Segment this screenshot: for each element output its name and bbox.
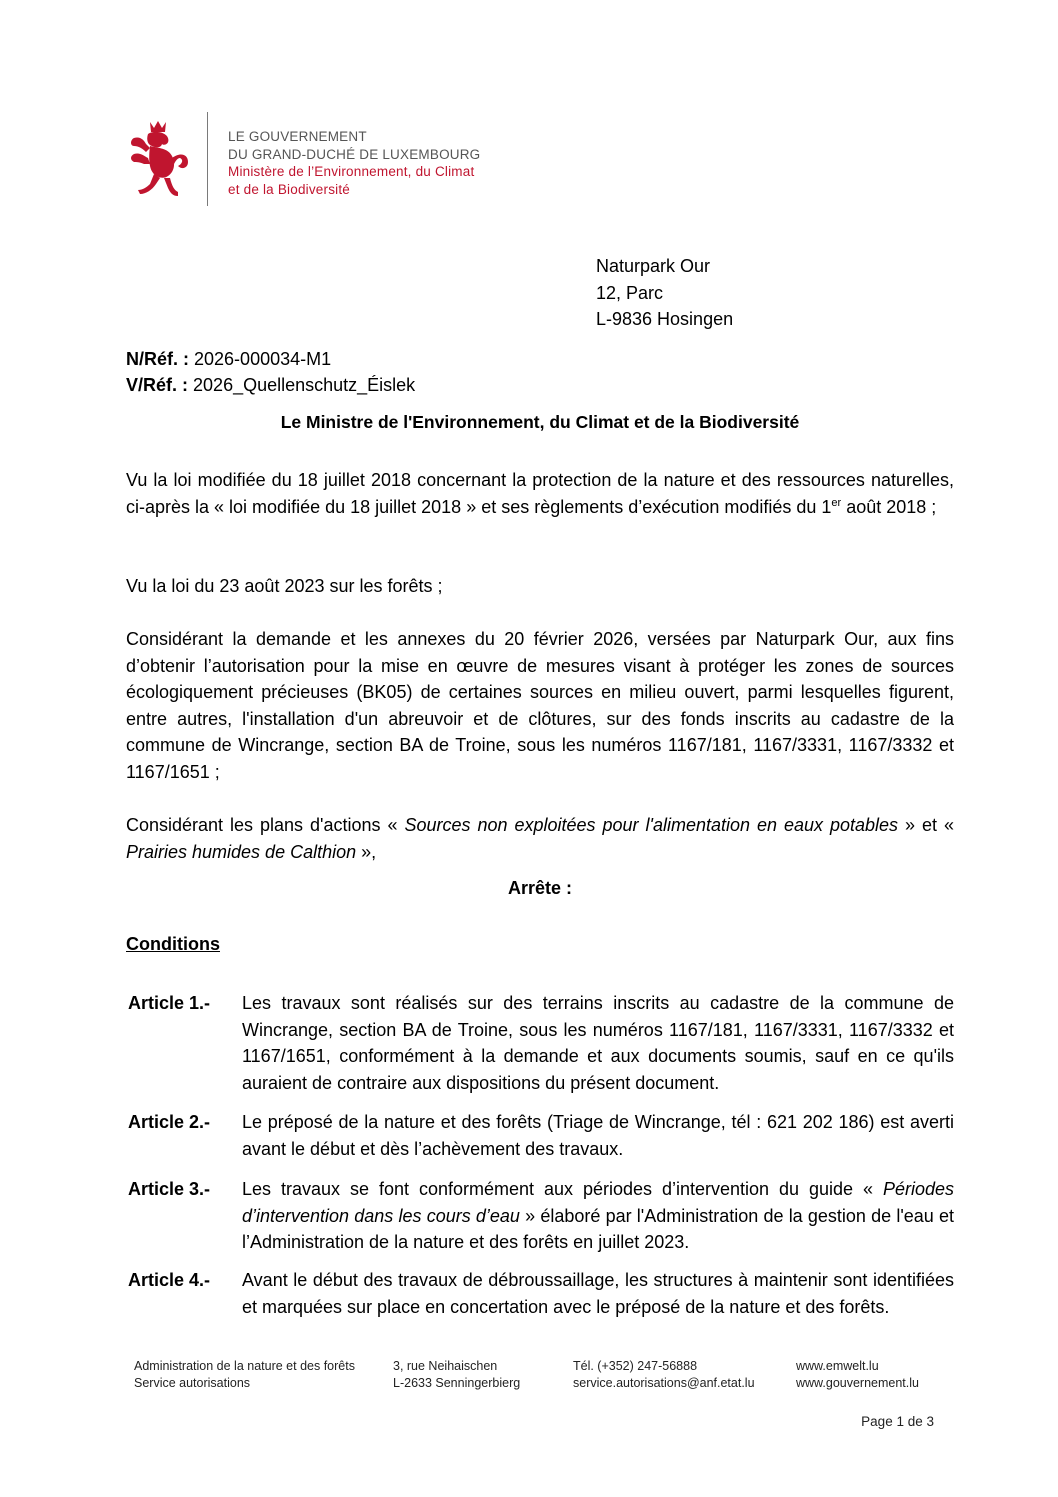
recipient-street: 12, Parc	[596, 282, 664, 303]
your-ref-label: V/Réf. :	[126, 375, 189, 395]
recipient-name: Naturpark Our	[596, 256, 711, 276]
footer-contact: Tél. (+352) 247-56888 service.autorisations@anf.etat.lu	[573, 1359, 755, 1390]
article-1-label: Article 1.-	[128, 993, 211, 1013]
article-3-label: Article 3.-	[128, 1179, 211, 1199]
footer-website-link-1[interactable]: www.emwelt.lu	[796, 1359, 879, 1373]
considerant-paragraph-1: Considérant la demande et les annexes du 20 février 2026, versées par Naturpark Our, aux fins d’obtenir l’autorisation pour la mise en œuvre de mesures visant à protéger les zones de sources écologiquement précieuses (BK05) de certaines sources en milieu ouvert, parmi lesquelles figurent, entre autres, l'installation d'un abreuvoir et de clôtures, sur des fonds inscrits au cadastre de la commune de Wincrange, section BA de Troine, sous les numéros 1167/181, 1167/3331, 1167/3332 et 1167/1651 ;	[126, 629, 954, 782]
footer-email-link[interactable]: service.autorisations@anf.etat.lu	[573, 1376, 755, 1390]
article-2-text: Le préposé de la nature et des forêts (Triage de Wincrange, tél : 621 202 186) est averti avant le début et dès l’achèvement des travaux.	[242, 1112, 954, 1159]
lion-emblem-icon	[128, 118, 194, 200]
article-4-label: Article 4.-	[128, 1270, 211, 1290]
vu-paragraph-2: Vu la loi du 23 août 2023 sur les forêts ;	[126, 576, 443, 596]
vu-paragraph-1: Vu la loi modifiée du 18 juillet 2018 concernant la protection de la nature et des ressources naturelles, ci-après la « loi modifiée du 18 juillet 2018 » et ses règlements d’exécution modifiés du 1er août 2018 ;	[126, 470, 954, 517]
footer-websites	[796, 1358, 919, 1392]
recipient-address	[596, 253, 733, 333]
your-ref-value: 2026_Quellenschutz_Éislek	[193, 375, 416, 395]
logo-line-4: et de la Biodiversité	[228, 181, 351, 197]
page-number: Page 1 de 3	[861, 1414, 934, 1429]
our-ref-value: 2026-000034-M1	[194, 349, 332, 369]
article-1-text: Les travaux sont réalisés sur des terrains inscrits au cadastre de la commune de Wincrange, section BA de Troine, sous les numéros 1167/181, 1167/3331, 1167/3332 et 1167/1651, conformément à la demande et aux documents soumis, sauf en ce qu'ils auraient de contraire aux dispositions du présent document.	[242, 993, 954, 1093]
logo-line-3: Ministère de l’Environnement, du Climat	[228, 164, 475, 179]
our-ref-label: N/Réf. :	[126, 349, 189, 369]
government-logo-text	[228, 128, 480, 198]
footer-address: 3, rue Neihaischen L-2633 Senningerbierg	[393, 1359, 521, 1390]
considerant-paragraph-2: Considérant les plans d'actions « Sources non exploitées pour l'alimentation en eaux potables » et « Prairies humides de Calthion »,	[126, 815, 954, 862]
footer-administration: Administration de la nature et des forêts Service autorisations	[134, 1359, 355, 1390]
logo-line-2: DU GRAND-DUCHÉ DE LUXEMBOURG	[228, 146, 481, 162]
references	[126, 346, 415, 398]
document-heading: Le Ministre de l'Environnement, du Climat et de la Biodiversité	[280, 412, 800, 432]
recipient-city: L-9836 Hosingen	[596, 309, 734, 329]
logo-divider	[207, 112, 208, 206]
logo-line-1: LE GOUVERNEMENT	[228, 129, 367, 144]
conditions-heading: Conditions	[126, 934, 220, 954]
article-3-text: Les travaux se font conformément aux périodes d’intervention du guide « Périodes d’intervention dans les cours d’eau » élaboré par l'Administration de la gestion de l'eau et l’Administration de la nature et des forêts en juillet 2023.	[242, 1179, 955, 1252]
footer-website-link-2[interactable]: www.gouvernement.lu	[796, 1376, 919, 1390]
article-2-label: Article 2.-	[128, 1112, 211, 1132]
article-4-text: Avant le début des travaux de débroussaillage, les structures à maintenir sont identifiées et marquées sur place en concertation avec le préposé de la nature et des forêts.	[242, 1270, 954, 1317]
arrete-heading: Arrête :	[507, 878, 573, 898]
